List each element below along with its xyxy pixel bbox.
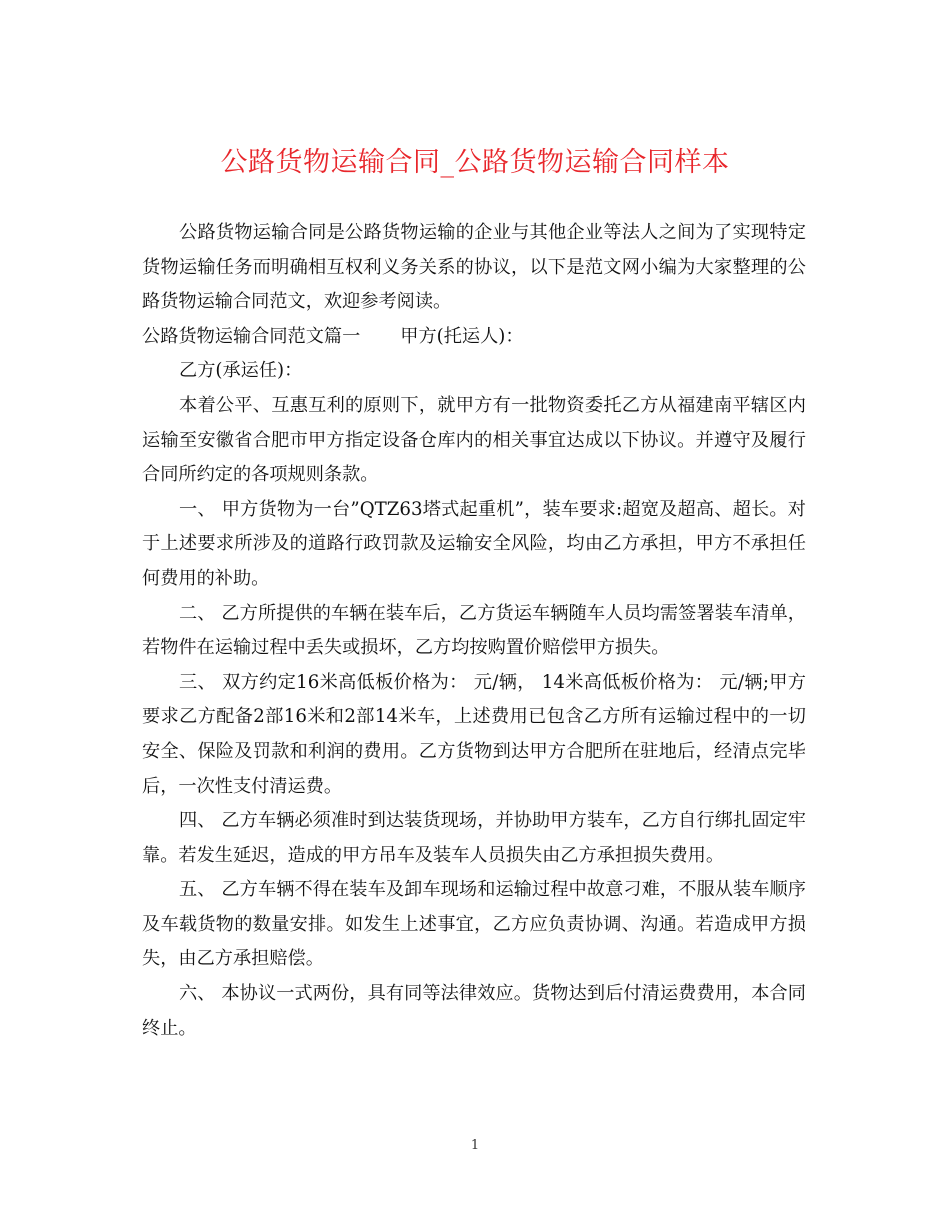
preamble-paragraph: 本着公平、互惠互利的原则下，就甲方有一批物资委托乙方从福建南平辖区内运输至安徽省合肥市甲方指定设备仓库内的相关事宜达成以下协议。并遵守及履行合同所约定的各项规则条款。 bbox=[142, 394, 806, 486]
intro-paragraph: 公路货物运输合同是公路货物运输的企业与其他企业等法人之间为了实现特定货物运输任务而明确相互权利义务关系的协议，以下是范文网小编为大家整理的公路货物运输合同范文，欢迎参考阅读。 bbox=[142, 222, 806, 313]
page-number: 1 bbox=[470, 1138, 480, 1153]
clause-6: 六、 本协议一式两份，具有同等法律效应。货物达到后付清运费费用，本合同终止。 bbox=[142, 983, 806, 1039]
party-b-label: 乙方(承运任)： bbox=[179, 360, 303, 382]
section-heading-line bbox=[142, 320, 806, 355]
clause-3: 三、 双方约定16米高低板价格为： 元/辆， 14米高低板价格为： 元/辆;甲方要求乙方配备2部16米和2部14米车，上述费用已包含乙方所有运输过程中的一切安全、保险及罚款和利润的费用。乙方货物到达甲方合肥所在驻地后，经清点完毕后，一次性支付清运费。 bbox=[142, 671, 806, 797]
party-a-label: 甲方(托运人)： bbox=[400, 325, 524, 347]
clause-2: 二、 乙方所提供的车辆在装车后，乙方货运车辆随车人员均需签署装车清单，若物件在运输过程中丢失或损坏，乙方均按购置价赔偿甲方损失。 bbox=[142, 602, 806, 659]
clause-4: 四、 乙方车辆必须准时到达装货现场，并协助甲方装车，乙方自行绑扎固定牢靠。若发生延迟，造成的甲方吊车及装车人员损失由乙方承担损失费用。 bbox=[142, 810, 806, 866]
clause-5: 五、 乙方车辆不得在装车及卸车现场和运输过程中故意刁难，不服从装车顺序及车载货物的数量安排。如发生上述事宜，乙方应负责协调、沟通。若造成甲方损失，由乙方承担赔偿。 bbox=[142, 879, 806, 970]
clause-1: 一、 甲方货物为一台”QTZ63塔式起重机”，装车要求:超宽及超高、超长。对于上述要求所涉及的道路行政罚款及运输安全风险，均由乙方承担，甲方不承担任何费用的补助。 bbox=[142, 498, 806, 589]
section-heading: 公路货物运输合同范文篇一 bbox=[142, 325, 361, 347]
document-body bbox=[142, 216, 806, 1046]
document-title: 公路货物运输合同_公路货物运输合同样本 bbox=[220, 147, 730, 178]
